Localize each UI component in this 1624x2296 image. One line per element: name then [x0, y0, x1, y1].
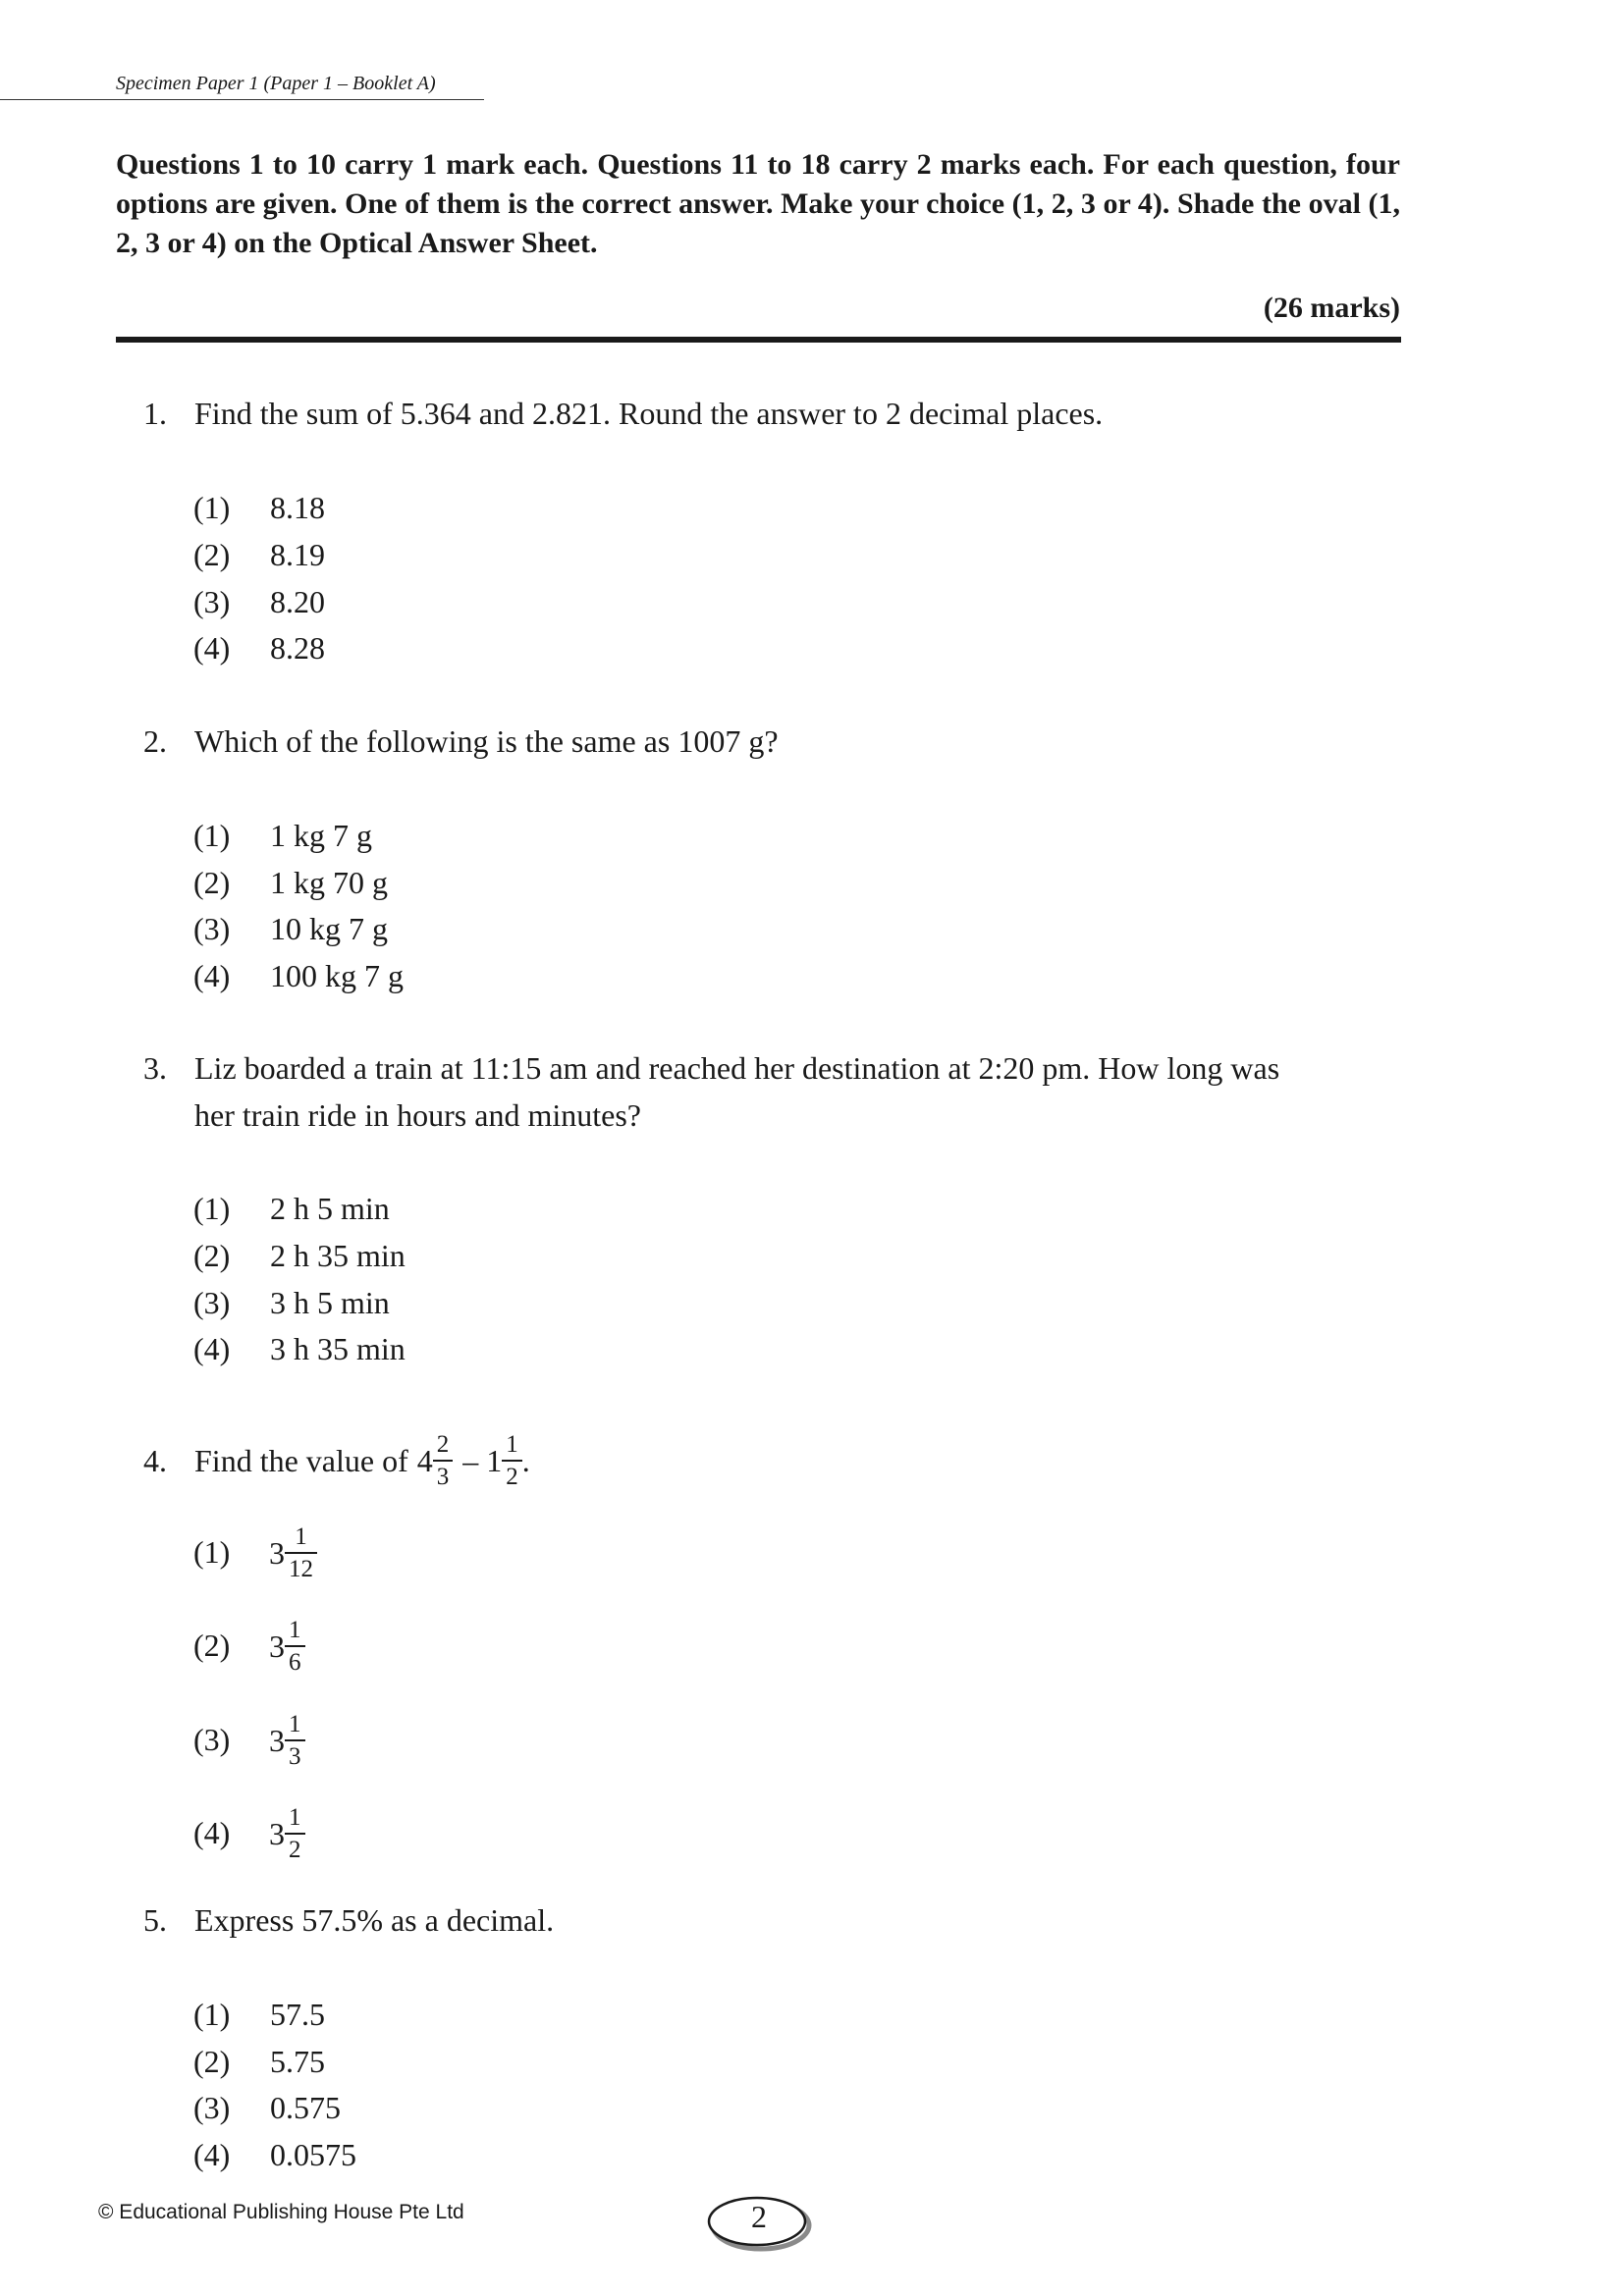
option-value: 57.5 — [270, 1997, 325, 2032]
denominator: 2 — [285, 1833, 305, 1862]
mixed-number-a — [417, 1432, 454, 1489]
question-text — [194, 1412, 530, 1510]
option-value: 1 kg 7 g — [270, 818, 372, 853]
option-number: (4) — [193, 1331, 231, 1366]
option-number: (3) — [193, 2090, 231, 2125]
question-number: 5. — [143, 1902, 167, 1938]
whole-part: 3 — [269, 1629, 285, 1664]
option-value: 8.19 — [270, 537, 325, 572]
denominator: 3 — [433, 1460, 454, 1489]
option-value: 1 kg 70 g — [270, 865, 388, 900]
page-number: 2 — [751, 2199, 767, 2234]
numerator: 1 — [289, 1711, 301, 1737]
option-number: (3) — [193, 1285, 231, 1320]
numerator: 2 — [436, 1431, 450, 1458]
question-number: 2. — [143, 723, 167, 759]
numerator: 1 — [289, 1617, 301, 1643]
option-number: (2) — [193, 1628, 231, 1663]
question-text-line-2: her train ride in hours and minutes? — [194, 1097, 641, 1133]
option-value — [269, 1507, 317, 1599]
option-number: (2) — [193, 865, 231, 900]
minus-operator: – — [462, 1443, 479, 1478]
option-value: 8.20 — [270, 584, 325, 619]
option-number: (4) — [193, 958, 231, 993]
option-number: (3) — [193, 1722, 231, 1757]
fraction — [285, 1524, 317, 1581]
fraction — [285, 1805, 305, 1862]
option-number: (1) — [193, 490, 231, 525]
option-number: (2) — [193, 537, 231, 572]
option-number: (4) — [193, 2137, 231, 2172]
option-number: (1) — [193, 818, 231, 853]
denominator: 6 — [285, 1645, 305, 1675]
whole-part: 3 — [269, 1535, 285, 1571]
option-value: 2 h 5 min — [270, 1191, 390, 1226]
section-divider — [116, 337, 1401, 343]
option-value: 0.0575 — [270, 2137, 356, 2172]
question-prefix: Find the value of — [194, 1443, 408, 1478]
denominator: 3 — [285, 1739, 305, 1769]
option-value — [269, 1694, 305, 1787]
option-value: 5.75 — [270, 2044, 325, 2079]
fraction — [285, 1618, 305, 1675]
denominator: 12 — [285, 1552, 317, 1581]
question-number: 4. — [143, 1443, 167, 1478]
whole-part: 4 — [416, 1443, 433, 1478]
option-number: (2) — [193, 2044, 231, 2079]
whole-part: 1 — [486, 1443, 503, 1478]
option-value: 100 kg 7 g — [270, 958, 404, 993]
option-number: (4) — [193, 1815, 231, 1850]
fraction — [502, 1432, 522, 1489]
option-value: 3 h 35 min — [270, 1331, 406, 1366]
question-number: 3. — [143, 1050, 167, 1086]
numerator: 1 — [506, 1431, 518, 1458]
option-value — [269, 1600, 305, 1692]
option-value: 0.575 — [270, 2090, 341, 2125]
running-header: Specimen Paper 1 (Paper 1 – Booklet A) — [116, 73, 436, 94]
option-value — [269, 1788, 305, 1880]
fraction — [285, 1712, 305, 1769]
mixed-number-b — [486, 1432, 522, 1489]
option-value: 2 h 35 min — [270, 1238, 406, 1273]
whole-part: 3 — [269, 1816, 285, 1851]
numerator: 1 — [289, 1804, 301, 1831]
header-rule — [0, 99, 484, 100]
total-marks: (26 marks) — [1263, 292, 1400, 324]
copyright-notice: © Educational Publishing House Pte Ltd — [98, 2201, 464, 2223]
whole-part: 3 — [269, 1723, 285, 1758]
question-text: Find the sum of 5.364 and 2.821. Round the answer to 2 decimal places. — [194, 396, 1104, 431]
option-number: (1) — [193, 1191, 231, 1226]
option-number: (1) — [193, 1997, 231, 2032]
option-value: 3 h 5 min — [270, 1285, 390, 1320]
option-value: 8.18 — [270, 490, 325, 525]
question-number: 1. — [143, 396, 167, 431]
option-number: (3) — [193, 584, 231, 619]
option-value: 10 kg 7 g — [270, 911, 388, 946]
fraction — [433, 1432, 454, 1489]
option-number: (4) — [193, 630, 231, 666]
question-text: Express 57.5% as a decimal. — [194, 1902, 555, 1938]
option-value: 8.28 — [270, 630, 325, 666]
instructions: Questions 1 to 10 carry 1 mark each. Questions 11 to 18 carry 2 marks each. For each question, four options are given. One of them is the correct answer. Make your choice (1, 2, 3 or 4). Shade the oval (1, 2, 3 or 4) on the Optical Answer Sheet. — [116, 148, 1400, 259]
question-text-line-1: Liz boarded a train at 11:15 am and reached her destination at 2:20 pm. How long was — [194, 1050, 1280, 1086]
denominator: 2 — [502, 1460, 522, 1489]
option-number: (1) — [193, 1534, 231, 1570]
option-number: (3) — [193, 911, 231, 946]
period: . — [521, 1443, 530, 1478]
option-number: (2) — [193, 1238, 231, 1273]
question-text: Which of the following is the same as 1007 g? — [194, 723, 779, 759]
numerator: 1 — [295, 1523, 307, 1550]
